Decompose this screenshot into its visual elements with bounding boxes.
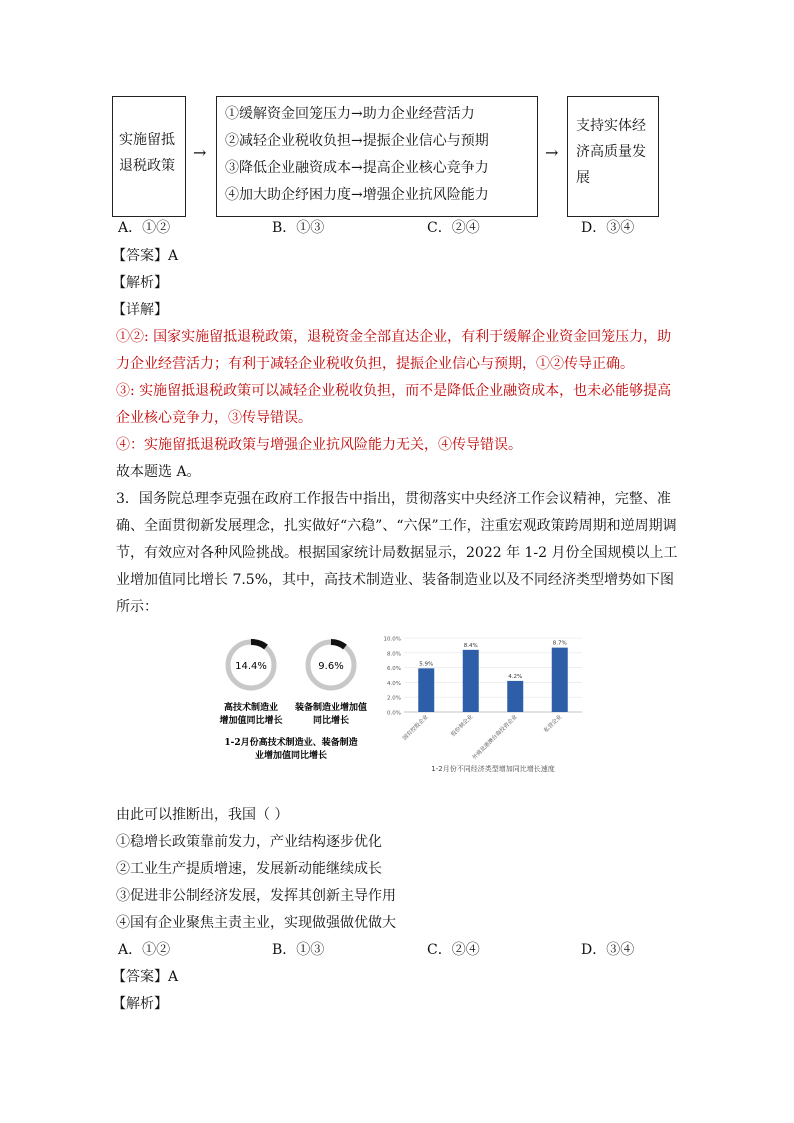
q2-explanation-1: ①②: 国家实施留抵退税政策，退税资金全部直达企业，有利于缓解企业资金回笼压力，助 [116,329,672,345]
donut-2-value: 9.6% [318,661,344,672]
donut-2-label-1: 装备制造业增加值 [294,703,368,713]
q3-statement-2: ②工业生产提质增速，发展新动能继续成长 [116,861,382,877]
donut-1-accent [251,642,266,647]
q2-detail-label: 【详解】 [112,302,168,318]
flow-middle-line-3: ③降低企业融资成本→提高企业核心竞争力 [225,160,489,176]
donut-1-value: 14.4% [235,661,267,672]
q2-option-d: D．③④ [581,220,635,236]
flow-middle-line-2: ②减轻企业税收负担→提振企业信心与预期 [225,133,489,149]
flow-middle-box [216,96,538,217]
q3-stem-3: 节，有效应对各种风险挑战。根据国家统计局数据显示，2022 年 1-2 月份全国规模以上工 [116,545,678,561]
q2-answer: 【答案】A [112,248,179,264]
q2-conclusion: 故本题选 A。 [116,464,201,480]
flow-right-line-3: 展 [576,170,590,186]
flow-middle-line-4: ④加大助企纾困力度→增强企业抗风险能力 [225,187,489,203]
bar-chart-ytick: 6.0% [387,666,401,673]
flow-right-line-1: 支持实体经 [576,118,646,134]
donut-caption-2: 业增加值同比增长 [254,751,328,761]
bar-chart-title: 1-2月份不同经济类型增加同比增长速度 [431,765,555,773]
bar-chart-ytick: 0.0% [387,710,401,717]
bar-category-label: 外商及港澳台商投资企业 [471,714,519,762]
bar-chart-ytick: 8.0% [387,651,401,658]
donut-2-accent [331,642,345,647]
q3-option-b: B．①③ [272,942,325,958]
flow-left-box [112,96,186,217]
q3-analysis-label: 【解析】 [112,996,168,1012]
q3-answer: 【答案】A [112,969,179,985]
q2-explanation-4: 企业核心竞争力，③传导错误。 [116,410,312,426]
q3-statement-3: ③促进非公制经济发展，发挥其创新主导作用 [116,888,396,904]
bar-category-label: 私营企业 [543,714,564,734]
q2-explanation-5: ④：实施留抵退税政策与增强企业抗风险能力无关，④传导错误。 [116,437,522,453]
bar-value-label: 5.9% [419,661,434,668]
bar-chart [376,630,592,775]
flow-arrow-1: → [193,143,207,162]
flow-arrow-2: → [545,143,559,162]
bar-value-label: 8.4% [463,642,478,649]
q3-stem-2: 确、全面贯彻新发展理念，扎实做好“六稳”、“六保”工作，注重宏观政策跨周期和逆周期调 [116,518,677,534]
bar-value-label: 4.2% [508,673,523,680]
q3-statement-4: ④国有企业聚焦主责主业，实现做强做优做大 [116,915,396,931]
flow-left-line-1: 实施留抵 [119,132,175,148]
bar-chart-ytick: 2.0% [387,695,401,702]
q3-prompt: 由此可以推断出，我国（ ） [116,807,289,823]
q2-option-b: B．①③ [272,220,325,236]
q3-stem-1: 3．国务院总理李克强在政府工作报告中指出，贯彻落实中央经济工作会议精神，完整、准 [116,491,671,507]
bar-category-label: 股份制企业 [450,714,475,738]
donut-figure [200,632,370,762]
q2-explanation-3: ③: 实施留抵退税政策可以减轻企业税收负担，而不是降低企业融资成本，也未必能够提高 [116,383,672,399]
bar-value-label: 8.7% [552,640,567,647]
donut-caption-1: 1-2月份高技术制造业、装备制造 [224,738,358,748]
bar-category-label: 国有控股企业 [402,714,430,742]
donut-1-label-1: 高技术制造业 [223,703,279,713]
flow-middle-line-1: ①缓解资金回笼压力→助力企业经营活力 [225,106,475,122]
donut-2-label-2: 同比增长 [312,716,350,726]
q3-option-c: C．②④ [427,942,480,958]
q3-stem-5: 所示： [116,599,158,615]
bar-1 [418,668,434,712]
q3-statement-1: ①稳增长政策靠前发力，产业结构逐步优化 [116,834,382,850]
bar-3 [507,681,523,712]
q3-stem-4: 业增加值同比增长 7.5%，其中，高技术制造业、装备制造业以及不同经济类型增势如下图 [116,572,675,588]
q2-analysis-label: 【解析】 [112,275,168,291]
flow-right-box [567,96,659,217]
flow-right-line-2: 济高质量发 [576,144,646,160]
bar-chart-ytick: 4.0% [387,680,401,687]
q3-option-a: A．①② [118,942,171,958]
flow-left-line-2: 退税政策 [119,158,175,174]
q2-option-a: A．①② [118,220,171,236]
q2-option-c: C．②④ [427,220,480,236]
bar-2 [463,650,479,712]
bar-chart-ytick: 10.0% [383,636,401,643]
q2-explanation-2: 力企业经营活力；有利于减轻企业税收负担，提振企业信心与预期，①②传导正确。 [116,356,634,372]
bar-4 [552,648,568,712]
donut-1-label-2: 增加值同比增长 [219,716,283,726]
q3-option-d: D．③④ [581,942,635,958]
